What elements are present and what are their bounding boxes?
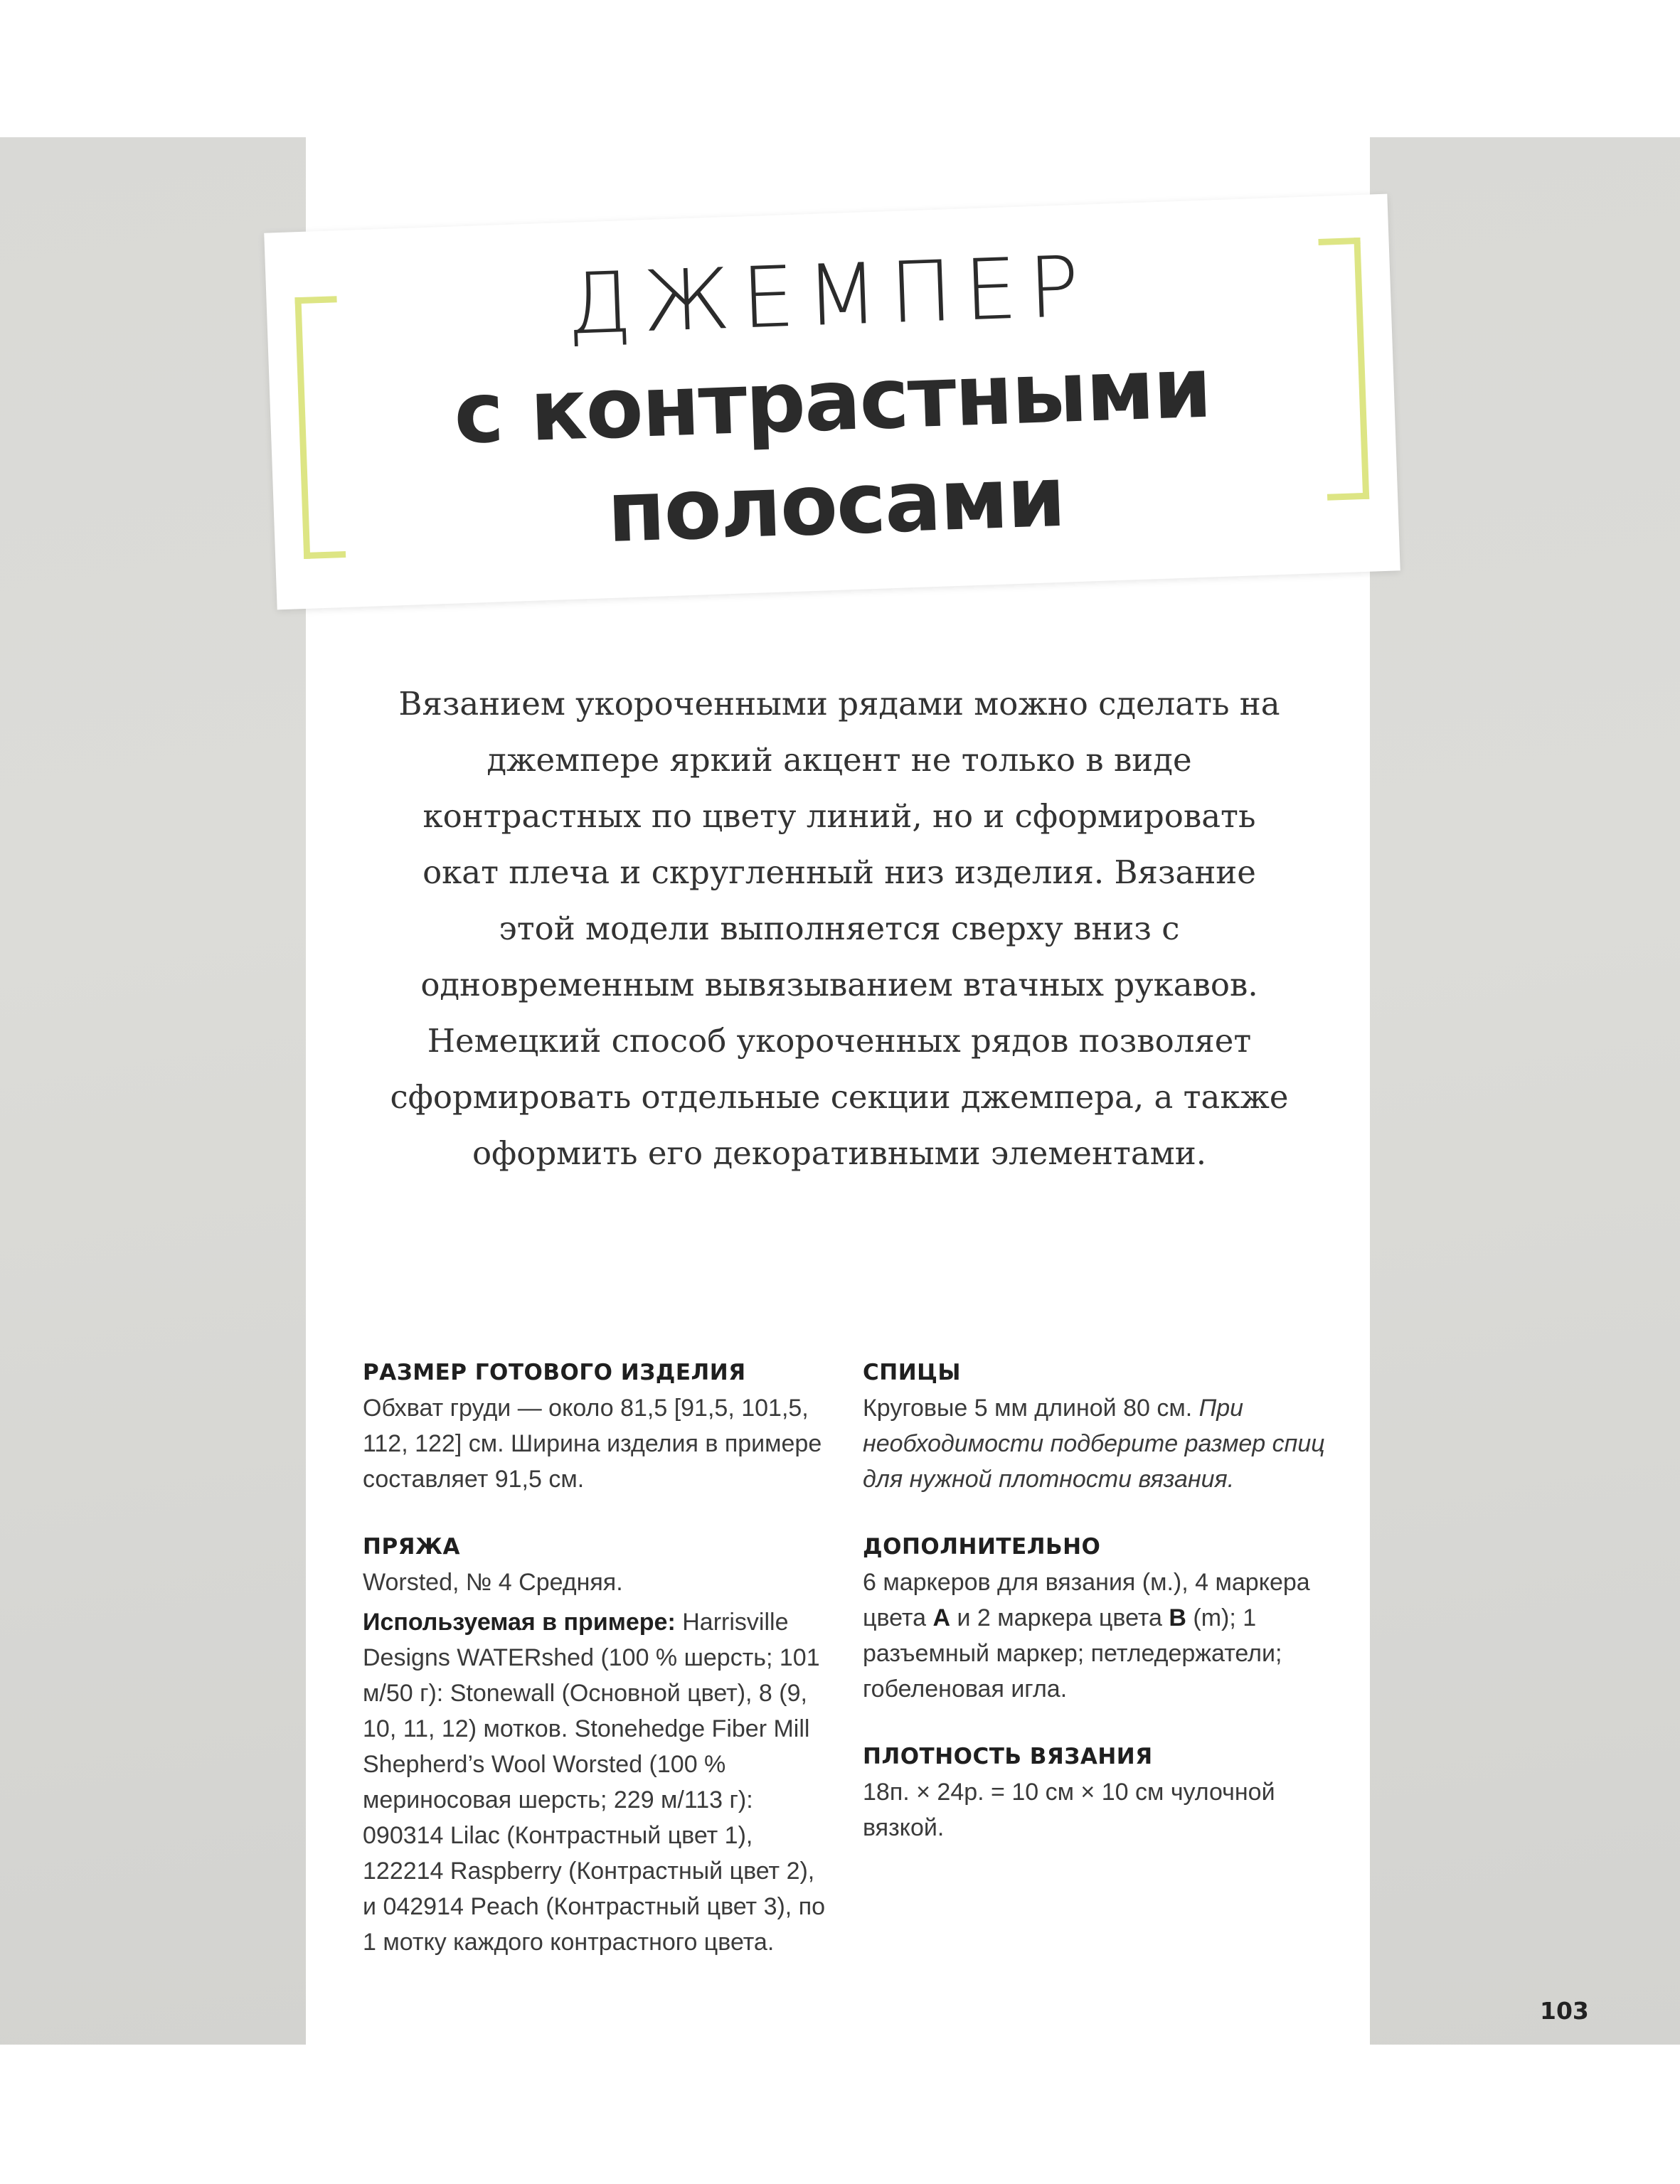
marker-b: B bbox=[1169, 1604, 1186, 1631]
title-line-1: ДЖЕМПЕР bbox=[565, 237, 1092, 353]
needles-heading: СПИЦЫ bbox=[863, 1360, 962, 1385]
right-side-panel bbox=[1370, 137, 1680, 2045]
page-title bbox=[265, 223, 1399, 576]
left-side-panel bbox=[0, 137, 306, 2045]
right-column bbox=[863, 1355, 1332, 1845]
yarn-text: Worsted, № 4 Средняя. bbox=[363, 1569, 623, 1596]
needles-text bbox=[863, 1390, 1332, 1497]
title-card bbox=[264, 194, 1400, 610]
gauge-text: 18п. × 24р. = 10 см × 10 см чулочной вязкой. bbox=[863, 1779, 1275, 1841]
yarn-used bbox=[363, 1604, 832, 1960]
marker-a: A bbox=[932, 1604, 951, 1631]
yarn-used-text: Harrisville Designs WATERshed (100 % шерсть; 101 м/50 г): Stonewall (Основной цвет), 8 (9, 10, 11, 12) мотков. Stonehedge Fiber Mill Shepherd’s Wool Worsted (100 % мериносовая шерсть; 229 м/113 г): 090314 Lilac (Контрастный цвет 1), 122214 Raspberry (Контрастный цвет 2), и 042914 Peach (Контрастный цвет 3), по 1 мотку каждого контрастного цвета. bbox=[363, 1609, 826, 1956]
intro-paragraph: Вязанием укороченными рядами можно сделать на джемпере яркий акцент не только в виде контрастных по цвету линий, но и сформировать окат плеча и скругленный низ изделия. Вязание этой модели выполняется сверху вниз с одновременным вывязыванием втачных рукавов. Немецкий способ укороченных рядов позволяет сформировать отдельные секции джемпера, а также оформить его декоративными элементами. bbox=[390, 685, 1289, 1172]
notions-part-1: 6 маркеров для вязания (м.), 4 маркера цвета bbox=[863, 1569, 1310, 1631]
notions-heading: ДОПОЛНИТЕЛЬНО bbox=[863, 1534, 1101, 1560]
needles-note: При необходимости подберите размер спиц для нужной плотности вязания. bbox=[863, 1395, 1325, 1493]
yarn-heading: ПРЯЖА bbox=[363, 1534, 460, 1560]
page-number: 103 bbox=[1540, 1997, 1589, 2025]
gauge-heading: ПЛОТНОСТЬ ВЯЗАНИЯ bbox=[863, 1744, 1153, 1769]
notions-text bbox=[863, 1565, 1332, 1707]
size-heading: РАЗМЕР ГОТОВОГО ИЗДЕЛИЯ bbox=[363, 1360, 746, 1385]
notions-part-2: и 2 маркера цвета bbox=[950, 1604, 1169, 1631]
title-line-3: полосами bbox=[605, 447, 1066, 562]
left-column bbox=[363, 1355, 832, 1960]
title-line-2: с контрастными bbox=[452, 338, 1212, 463]
needles-main: Круговые 5 мм длиной 80 см. bbox=[863, 1395, 1199, 1422]
yarn-used-label: Используемая в примере: bbox=[363, 1609, 676, 1636]
size-text: Обхват груди — около 81,5 [91,5, 101,5, 112, 122] см. Ширина изделия в примере составляет 91,5 см. bbox=[363, 1395, 822, 1493]
notions-part-3: (m); 1 разъемный маркер; петледержатели; гобеленовая игла. bbox=[863, 1604, 1282, 1703]
